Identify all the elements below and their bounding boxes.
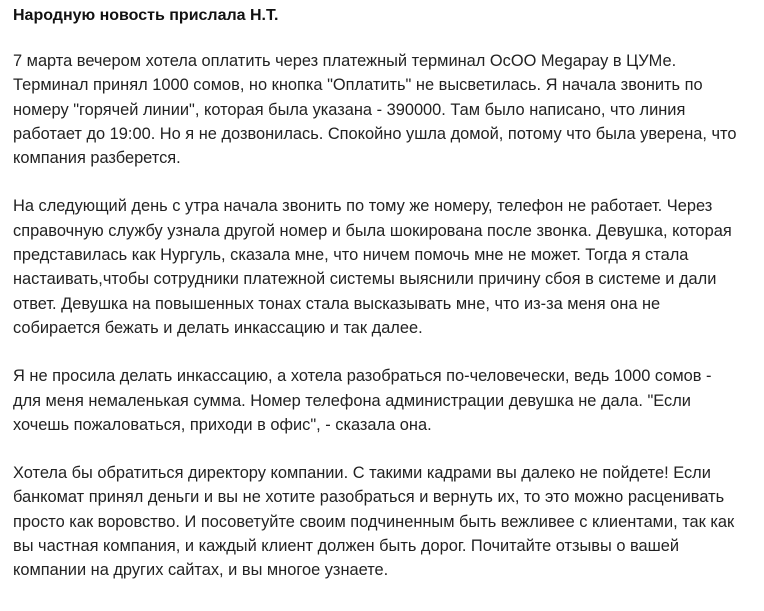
article-title: Народную новость прислала Н.Т.: [13, 7, 279, 24]
article-paragraph-2: На следующий день с утра начала звонить по тому же номеру, телефон не работает. Через справочную службу узнала другой номер и была шокирована после звонка. Девушка, которая представилась как Нургуль, сказала мне, что ничем помочь мне не может. Тогда я стала настаивать,чтобы сотрудники платежной системы выяснили причину сбоя в системе и дали ответ. Девушка на повышенных тонах стала высказывать мне, что из-за меня она не собирается бежать и делать инкассацию и так далее.: [13, 197, 732, 337]
article: [0, 4, 764, 583]
article-paragraph-4: Хотела бы обратиться директору компании. С такими кадрами вы далеко не пойдете! Если банкомат принял деньги и вы не хотите разобраться и вернуть их, то это можно расценивать просто как воровство. И посоветуйте своим подчиненным быть вежливее с клиентами, так как вы частная компания, и каждый клиент должен быть дорог. Почитайте отзывы о вашей компании на других сайтах, и вы многое узнаете.: [13, 464, 735, 580]
article-paragraph-1: 7 марта вечером хотела оплатить через платежный терминал ОсОО Megapay в ЦУМе. Терминал принял 1000 сомов, но кнопка "Оплатить" не высветилась. Я начала звонить по номеру "горячей линии", которая была указана - 390000. Там было написано, что линия работает до 19:00. Но я не дозвонилась. Спокойно ушла домой, потому что была уверена, что компания разберется.: [13, 52, 737, 168]
article-paragraph-3: Я не просила делать инкассацию, а хотела разобраться по-человечески, ведь 1000 сомов - для меня немаленькая сумма. Номер телефона администрации девушка не дала. "Если хочешь пожаловаться, приходи в офис", - сказала она.: [13, 367, 712, 434]
